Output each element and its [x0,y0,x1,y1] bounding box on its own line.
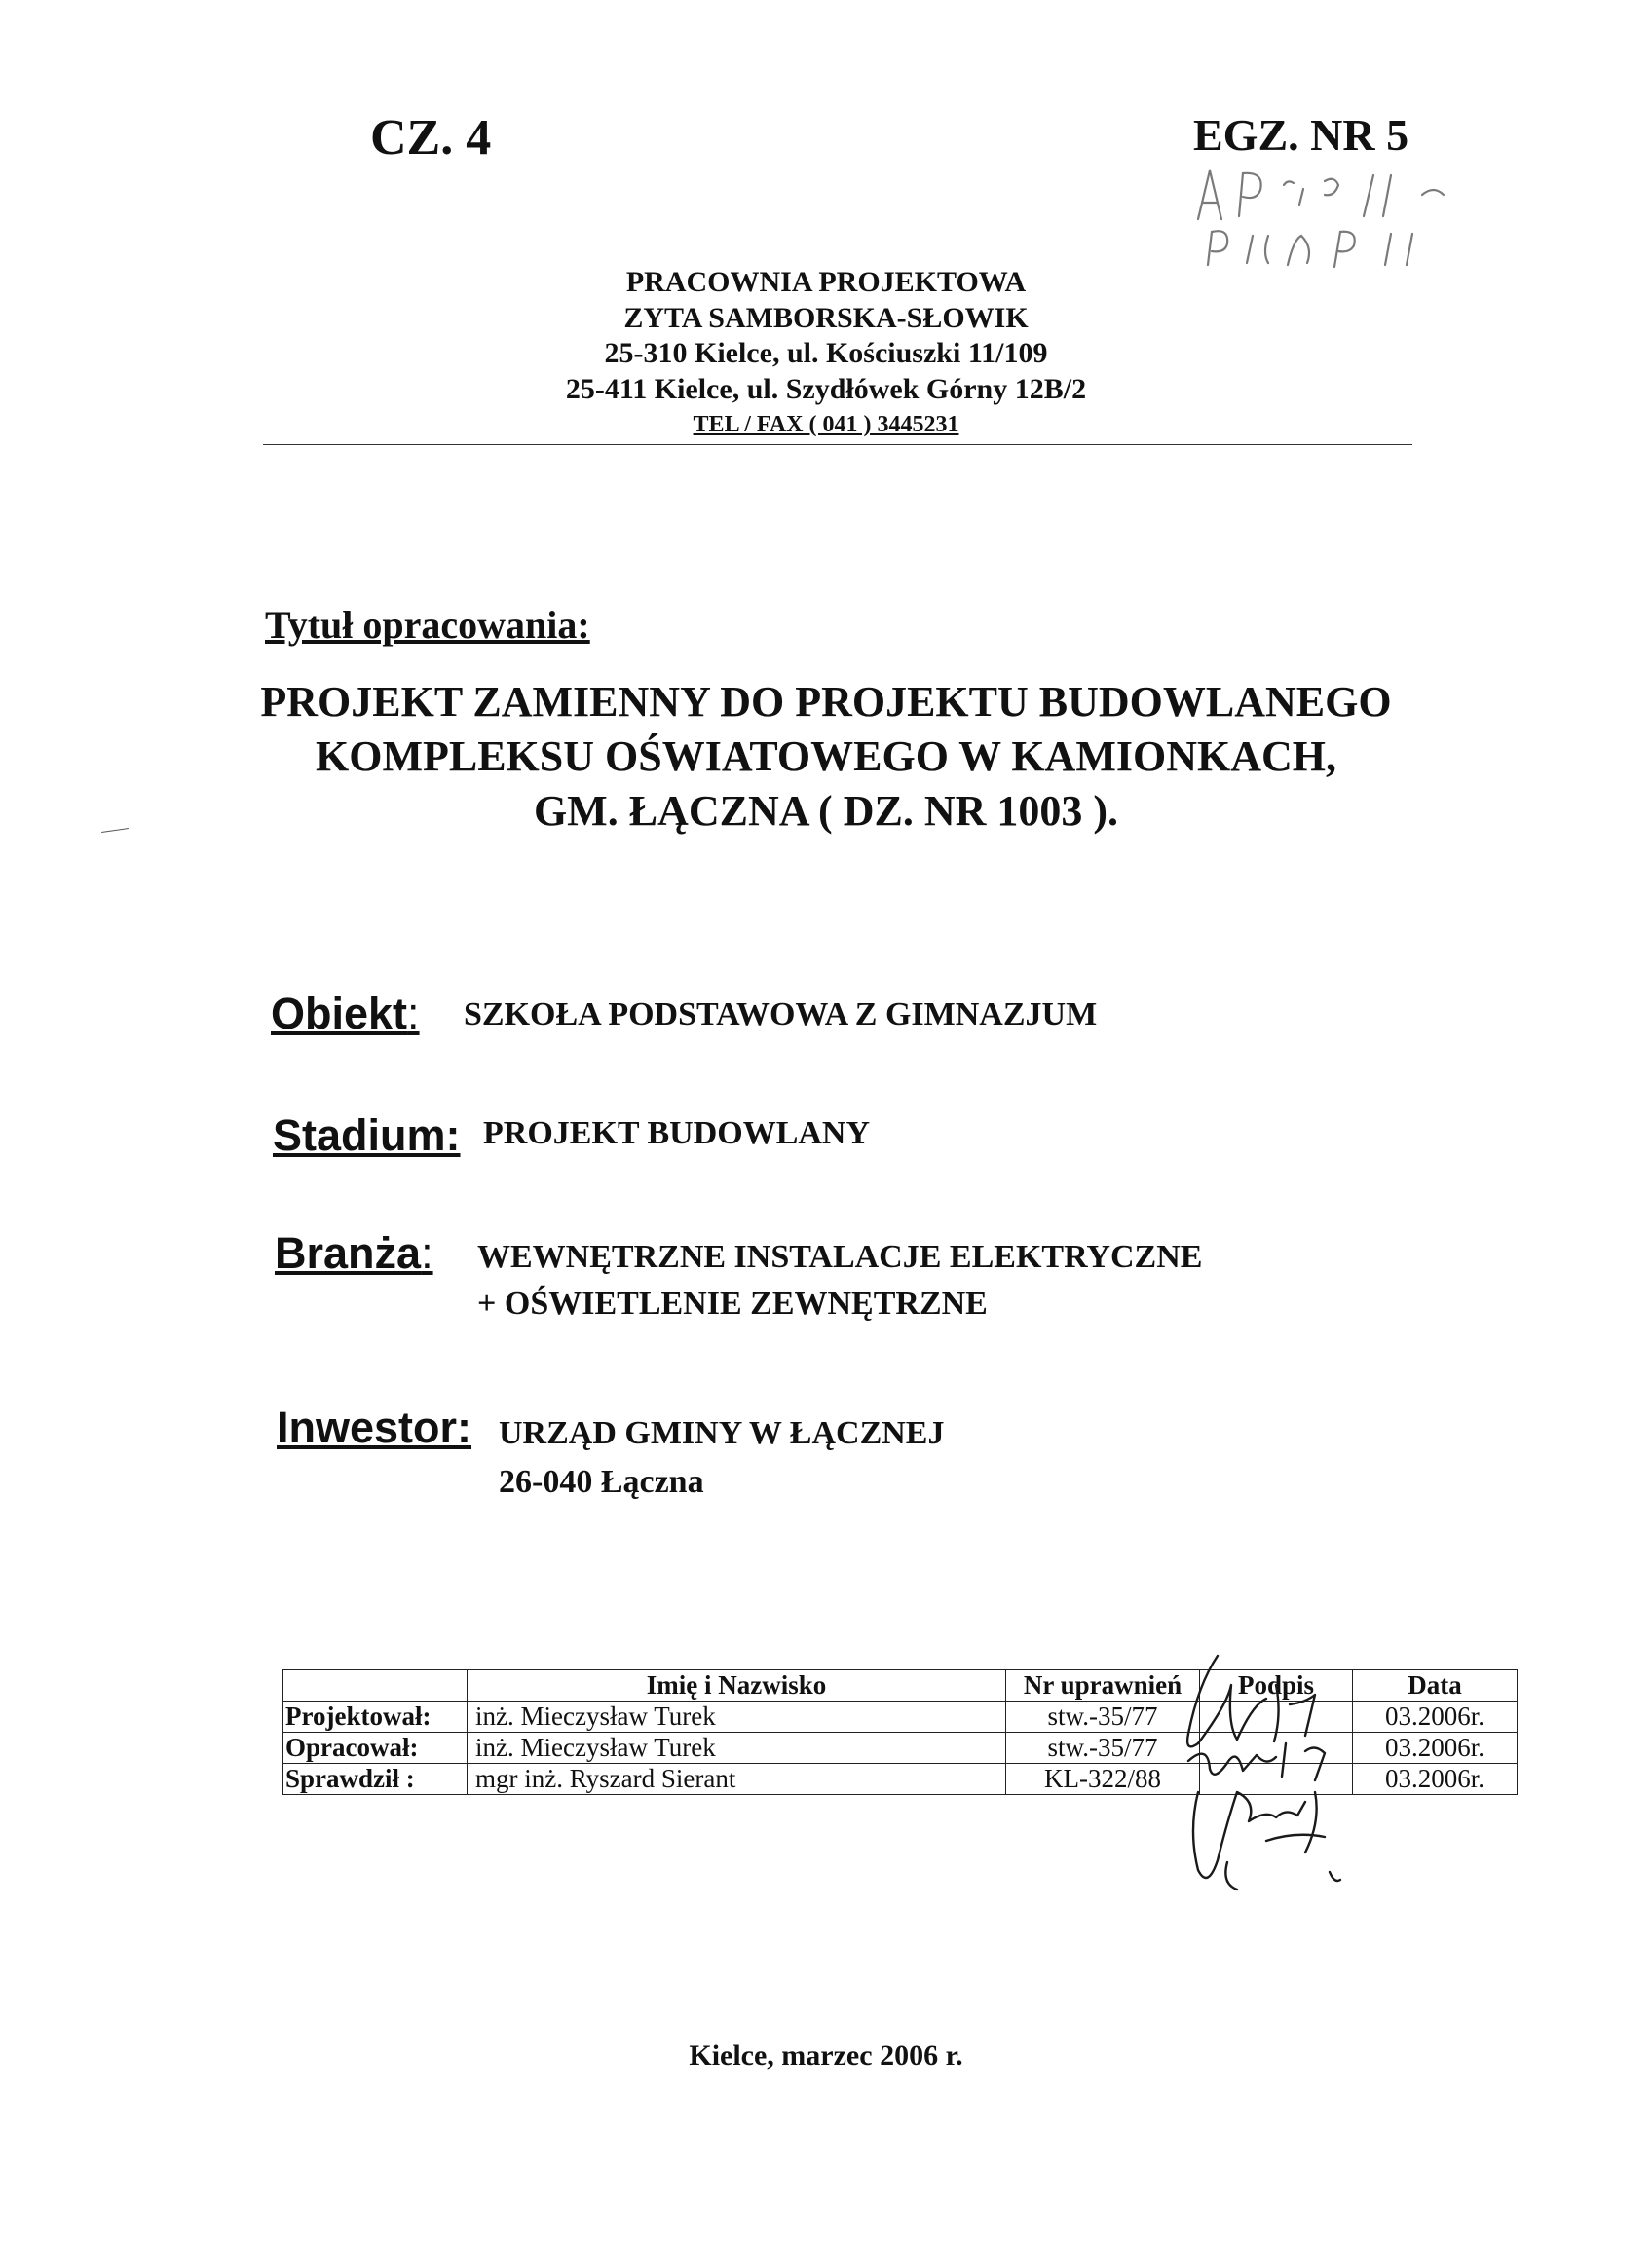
field-value-inwestor-line-1: URZĄD GMINY W ŁĄCZNEJ [499,1415,945,1451]
header-license: Nr uprawnień [1006,1670,1200,1702]
office-name: PRACOWNIA PROJEKTOWA [625,266,1027,298]
row-role: Opracował: [283,1733,468,1764]
project-title-line-2: KOMPLEKSU OŚWIATOWEGO W KAMIONKACH, [316,732,1336,780]
field-label-obiekt-text: Obiekt [271,989,408,1038]
field-label-branza [275,1228,433,1279]
office-owner: ZYTA SAMBORSKA-SŁOWIK [623,301,1029,334]
row-date: 03.2006r. [1353,1702,1518,1733]
project-title-line-3: GM. ŁĄCZNA ( DZ. NR 1003 ). [533,787,1119,835]
row-date: 03.2006r. [1353,1733,1518,1764]
field-label-inwestor: Inwestor: [277,1403,472,1452]
field-value-inwestor [499,1409,944,1507]
handwritten-signatures [1159,1646,1383,1899]
place-date-footer: Kielce, marzec 2006 r. [689,2040,963,2072]
header-date: Data [1353,1670,1518,1702]
title-label: Tytuł opracowania: [265,603,590,647]
field-label-obiekt-colon: : [407,989,420,1038]
row-name: inż. Mieczysław Turek [468,1702,1006,1733]
handwritten-copy-note [1179,146,1529,273]
project-title [0,675,1652,839]
field-value-branza [477,1234,1202,1328]
row-name: inż. Mieczysław Turek [468,1733,1006,1764]
office-divider [263,444,1412,445]
project-title-line-1: PROJEKT ZAMIENNY DO PROJEKTU BUDOWLANEGO [260,678,1392,726]
row-role: Projektował: [283,1702,468,1733]
field-value-obiekt: SZKOŁA PODSTAWOWA Z GIMNAZJUM [464,996,1098,1032]
row-name: mgr inż. Ryszard Sierant [468,1764,1006,1795]
field-label-branza-text: Branża [275,1228,422,1278]
field-value-inwestor-line-2: 26-040 Łączna [499,1464,704,1500]
office-address-2: 25-411 Kielce, ul. Szydłówek Górny 12B/2 [565,372,1087,405]
office-phone: TEL / FAX ( 041 ) 3445231 [693,412,959,437]
header-role [283,1670,468,1702]
office-block [0,265,1652,443]
office-address-1: 25-310 Kielce, ul. Kościuszki 11/109 [604,337,1048,369]
row-date: 03.2006r. [1353,1764,1518,1795]
part-label: CZ. 4 [370,110,492,166]
field-label-obiekt [271,989,420,1039]
field-value-stadium: PROJEKT BUDOWLANY [483,1115,871,1151]
field-value-branza-line-1: WEWNĘTRZNE INSTALACJE ELEKTRYCZNE [477,1239,1203,1275]
copy-number-label: EGZ. NR 5 [1193,110,1409,160]
row-role: Sprawdził : [283,1764,468,1795]
row-license: stw.-35/77 [1006,1702,1200,1733]
header-signature: Podpis [1200,1670,1353,1702]
header-name: Imię i Nazwisko [468,1670,1006,1702]
field-value-branza-line-2: + OŚWIETLENIE ZEWNĘTRZNE [477,1286,988,1322]
field-label-stadium: Stadium: [273,1110,461,1160]
field-label-branza-colon: : [421,1228,433,1278]
row-license: stw.-35/77 [1006,1733,1200,1764]
row-license: KL-322/88 [1006,1764,1200,1795]
